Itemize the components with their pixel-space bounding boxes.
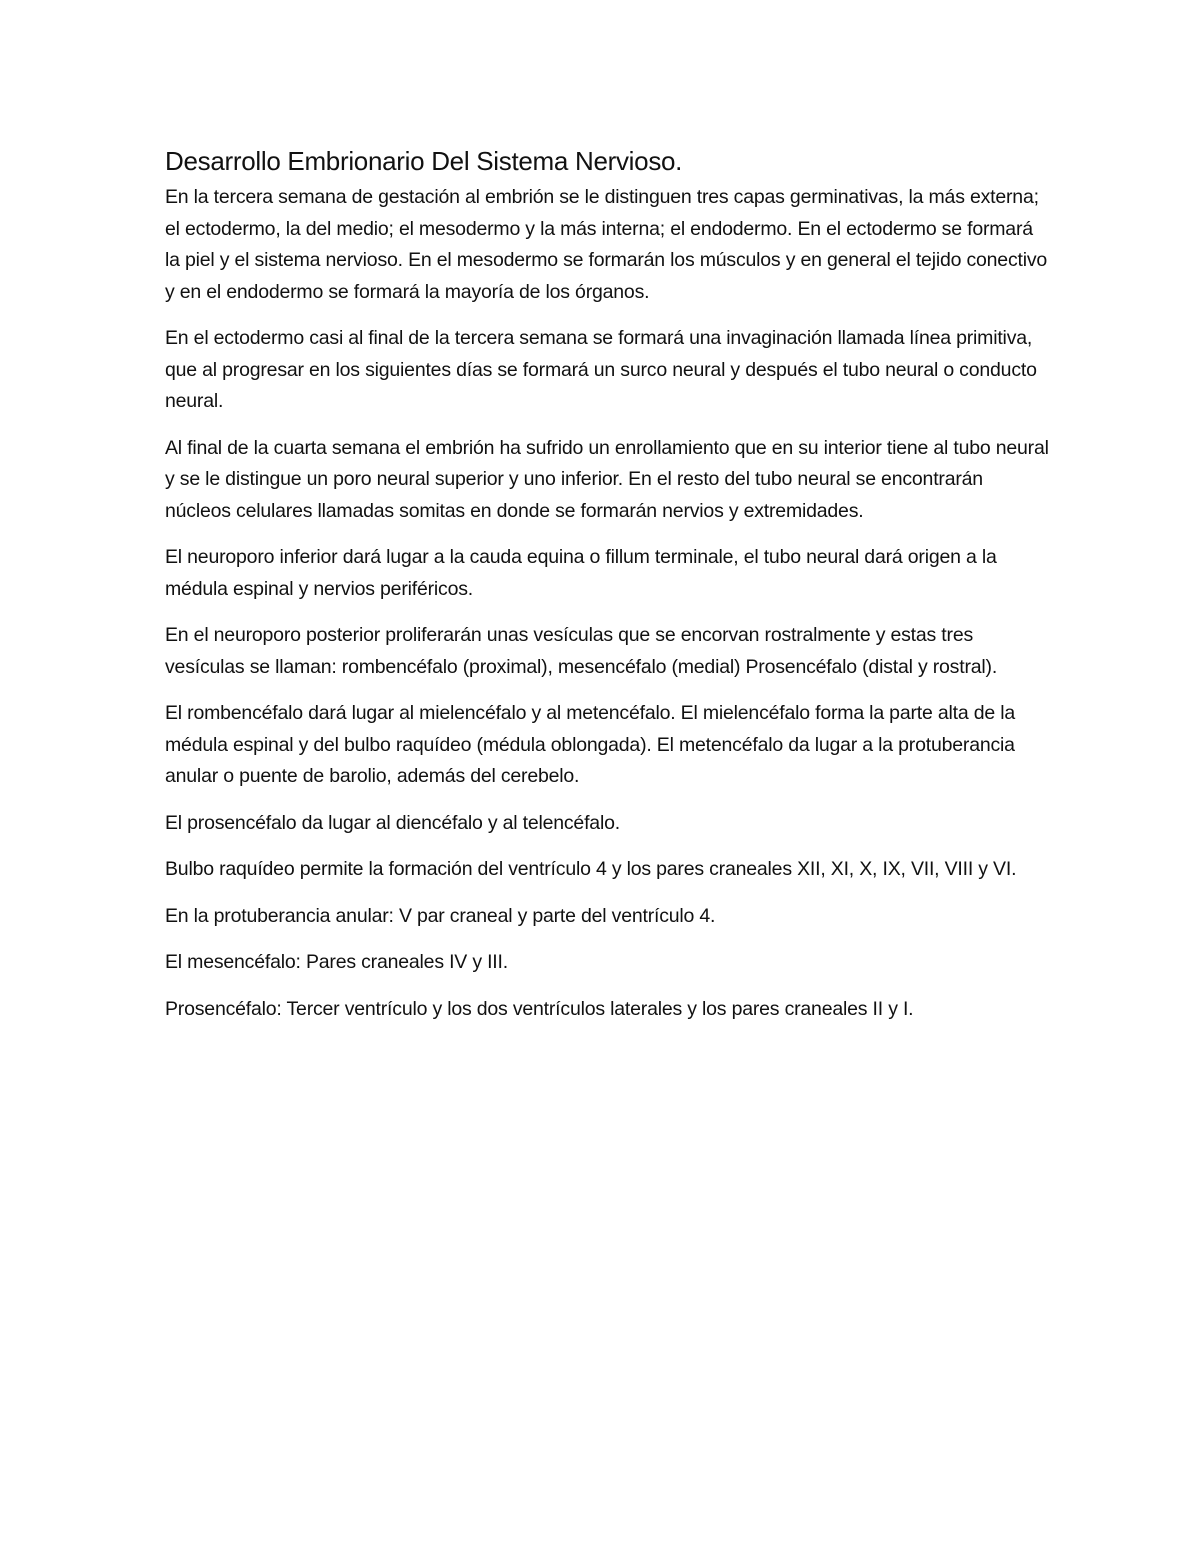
paragraph-medulla: Bulbo raquídeo permite la formación del ventrículo 4 y los pares craneales XII, XI, X, IX, VII, VIII y VI.	[165, 858, 1017, 880]
paragraph-mesencephalon: El mesencéfalo: Pares craneales IV y III.	[165, 951, 508, 973]
paragraph-primitive-line: En el ectodermo casi al final de la tercera semana se formará una invaginación llamada línea primitiva, que al progresar en los siguientes días se formará un surco neural y después el tubo neural o conducto neural.	[165, 327, 1037, 412]
paragraph-prosencephalon-summary: Prosencéfalo: Tercer ventrículo y los dos ventrículos laterales y los pares craneales II y I.	[165, 997, 914, 1020]
paragraph-pons: En la protuberancia anular: V par craneal y parte del ventrículo 4.	[165, 904, 716, 927]
paragraph-fourth-week: Al final de la cuarta semana el embrión ha sufrido un enrollamiento que en su interior tiene al tubo neural y se le distingue un poro neural superior y uno inferior. En el resto del tubo neural se encontrarán núcleos celulares llamadas somitas en donde se formarán nervios y extremidades.	[165, 436, 1049, 522]
paragraph-rhombencephalon: El rombencéfalo dará lugar al mielencéfalo y al metencéfalo. El mielencéfalo forma la parte alta de la médula espinal y del bulbo raquídeo (médula oblongada). El metencéfalo da lugar a la protuberancia anular o puente de barolio, además del cerebelo.	[165, 702, 1015, 787]
paragraph-germ-layers: En la tercera semana de gestación al embrión se le distinguen tres capas germinativas, la más externa; el ectodermo, la del medio; el mesodermo y la más interna; el endodermo. En el ectodermo se formará la piel y el sistema nervioso. En el mesodermo se formarán los músculos y en general el tejido conectivo y en el endodermo se formará la mayoría de los órganos.	[165, 186, 1048, 303]
paragraph-posterior-neuropore: En el neuroporo posterior proliferarán unas vesículas que se encorvan rostralmente y estas tres vesículas se llaman: rombencéfalo (proximal), mesencéfalo (medial) Prosencéfalo (distal y rostral).	[165, 624, 998, 678]
document-title: Desarrollo Embrionario Del Sistema Nervioso.	[165, 146, 683, 176]
document-body	[165, 142, 1050, 1040]
paragraph-inferior-neuropore: El neuroporo inferior dará lugar a la cauda equina o fillum terminale, el tubo neural dará origen a la médula espinal y nervios periféricos.	[165, 546, 997, 600]
paragraph-prosencephalon: El prosencéfalo da lugar al diencéfalo y al telencéfalo.	[165, 811, 620, 834]
